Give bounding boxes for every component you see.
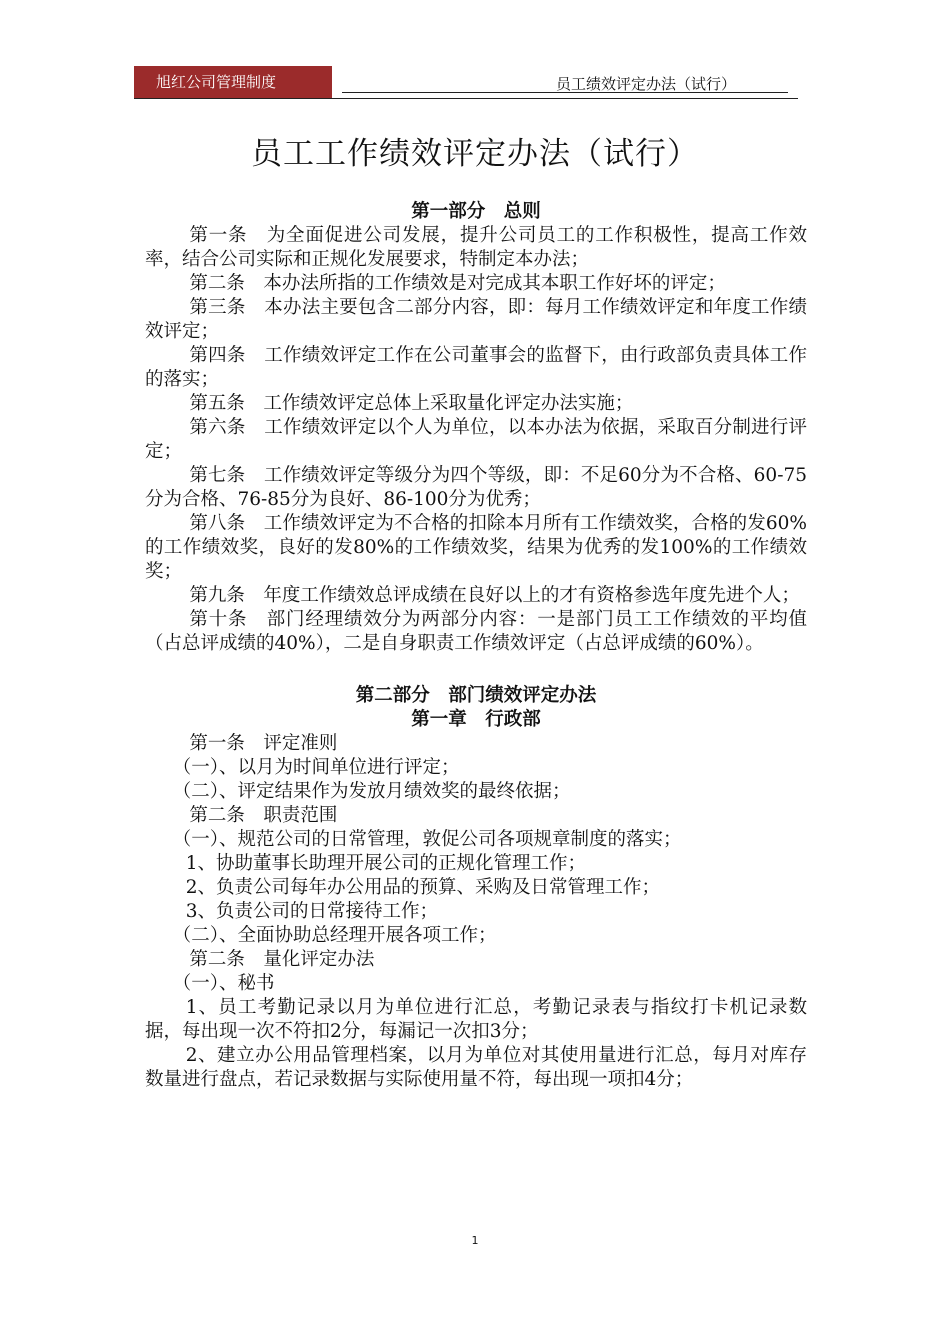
section-line: （二）、评定结果作为发放月绩效奖的最终依据； (172, 781, 571, 802)
page-header (134, 66, 798, 100)
article: 第九条 年度工作绩效总评成绩在良好以上的才有资格参选年度先进个人； (189, 585, 800, 606)
article: 第八条 工作绩效评定为不合格的扣除本月所有工作绩效奖，合格的发60%的工作绩效奖，良好的发80%的工作绩效奖，结果为优秀的发100%的工作绩效奖； (145, 513, 807, 582)
section-line: 第二条 职责范围 (189, 805, 338, 826)
brand-label: 旭红公司管理制度 (134, 66, 332, 99)
part1-heading: 第一部分 总则 (411, 201, 541, 222)
spacer (145, 656, 807, 680)
document-title: 员工工作绩效评定办法（试行） (251, 136, 699, 172)
article: 第十条 部门经理绩效分为两部分内容：一是部门员工工作绩效的平均值（占总评成绩的40%），二是自身职责工作绩效评定（占总评成绩的60%）。 (145, 609, 807, 654)
section-line: （一）、以月为时间单位进行评定； (172, 757, 460, 778)
article: 第五条 工作绩效评定总体上采取量化评定办法实施； (189, 393, 634, 414)
article: 第三条 本办法主要包含二部分内容，即：每月工作绩效评定和年度工作绩效评定； (145, 297, 807, 342)
header-rule-bottom (134, 98, 798, 99)
section-line: 第二条 量化评定办法 (189, 949, 375, 970)
section-line: 3、负责公司的日常接待工作； (185, 901, 438, 922)
section-line: 2、负责公司每年办公用品的预算、采购及日常管理工作； (185, 877, 660, 898)
article: 第六条 工作绩效评定以个人为单位，以本办法为依据，采取百分制进行评定； (145, 417, 807, 462)
section-line: 1、员工考勤记录以月为单位进行汇总，考勤记录表与指纹打卡机记录数据，每出现一次不符扣2分，每漏记一次扣3分； (145, 997, 807, 1042)
header-rule (342, 92, 788, 93)
header-doc-title: 员工绩效评定办法（试行） (555, 75, 736, 93)
article: 第七条 工作绩效评定等级分为四个等级，即：不足60分为不合格、60-75分为合格、76-85分为良好、86-100分为优秀； (145, 465, 807, 510)
article: 第一条 为全面促进公司发展，提升公司员工的工作积极性，提高工作效率，结合公司实际和正规化发展要求，特制定本办法； (145, 225, 807, 270)
section-line: 2、建立办公用品管理档案，以月为单位对其使用量进行汇总，每月对库存数量进行盘点，若记录数据与实际使用量不符，每出现一项扣4分； (145, 1045, 807, 1090)
part2-heading: 第二部分 部门绩效评定办法 (355, 685, 597, 706)
chapter-heading: 第一章 行政部 (411, 709, 541, 730)
section-line: （二）、全面协助总经理开展各项工作； (172, 925, 497, 946)
article: 第四条 工作绩效评定工作在公司董事会的监督下，由行政部负责具体工作的落实； (145, 345, 807, 390)
section-line: （一）、规范公司的日常管理，敦促公司各项规章制度的落实； (172, 829, 682, 850)
section-line: （一）、秘书 (172, 973, 275, 994)
section-line: 1、协助董事长助理开展公司的正规化管理工作； (185, 853, 586, 874)
article: 第二条 本办法所指的工作绩效是对完成其本职工作好坏的评定； (189, 273, 726, 294)
page-number: 1 (471, 1234, 479, 1247)
document-body (145, 196, 807, 1092)
section-line: 第一条 评定准则 (189, 733, 338, 754)
